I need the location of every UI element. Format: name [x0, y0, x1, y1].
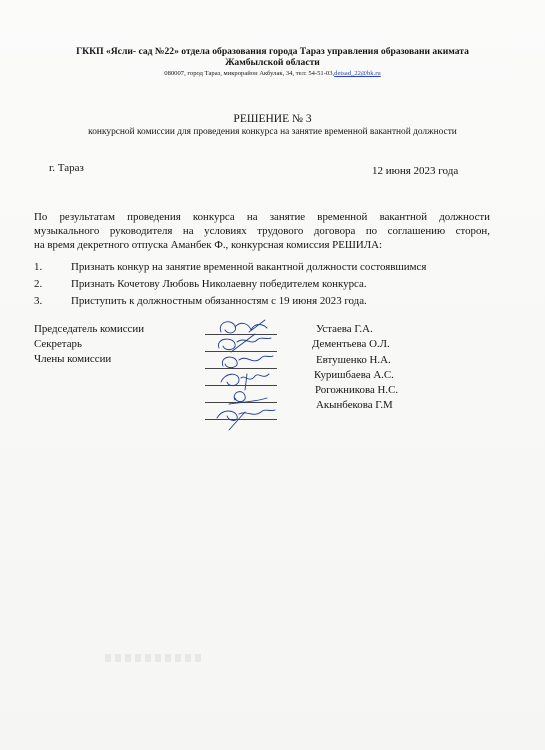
intro-line-2: музыкального руководителя на условиях трудового договора по соглашению сторон, [34, 225, 490, 237]
item-text: Приступить к должностным обязанностям с 19 июня 2023 года. [71, 295, 367, 307]
member-name: Евтушенко Н.А. [316, 353, 391, 366]
item-number: 2. [34, 278, 43, 290]
signature-5 [229, 392, 267, 404]
city: г. Тараз [49, 162, 84, 174]
decision-date: 12 июня 2023 года [372, 165, 459, 177]
letterhead [0, 46, 545, 79]
organization-name-line2: Жамбылской области [225, 57, 320, 68]
commission-names [312, 322, 399, 414]
commission-roles [34, 322, 144, 367]
decision-item [34, 261, 504, 278]
signature-2 [218, 334, 271, 352]
signatures-block [205, 318, 285, 448]
decision-items [34, 261, 504, 312]
item-text: Признать конкур на занятие временной вакантной должности состоявшимся [71, 261, 427, 273]
role-secretary: Секретарь [34, 338, 82, 350]
member-name: Дементьева О.Л. [312, 338, 390, 351]
member-name: Рогожникова Н.С. [315, 384, 399, 397]
intro-line-1: По результатам проведения конкурса на занятие временной вакантной должности [34, 211, 490, 223]
faint-bleed-through [105, 654, 205, 662]
member-name: Устаева Г.А. [316, 323, 373, 335]
role-members: Члены комиссии [34, 353, 112, 365]
signature-4 [221, 374, 269, 390]
member-name: Акынбекова Г.М [316, 399, 393, 412]
item-number: 3. [34, 295, 43, 307]
role-chairman: Председатель комиссии [34, 323, 145, 335]
signature-1 [220, 320, 267, 333]
signature-6 [217, 410, 275, 430]
handwritten-signatures [205, 318, 285, 448]
intro-line-3: на время декретного отпуска Аманбек Ф., конкурсная комиссия РЕШИЛА: [34, 239, 383, 251]
item-number: 1. [34, 261, 43, 273]
decision-item [34, 278, 504, 295]
signature-3 [222, 356, 273, 368]
decision-item [34, 295, 504, 312]
decision-intro [34, 210, 490, 252]
item-text: Признать Кочетову Любовь Николаевну победителем конкурса. [71, 278, 367, 290]
email-link[interactable]: detsad_22@bk.ru [334, 70, 381, 77]
decision-title: РЕШЕНИЕ № 3 [233, 113, 312, 125]
organization-name-line1: ГККП «Ясли- сад №22» отдела образования города Тараз управления образовани акимата [76, 46, 469, 57]
address-text: 080007, город Тараз, микрорайон Акбулак, 34, тел: 54-51-03, [164, 70, 335, 77]
decision-subtitle: конкурсной комиссии для проведения конкурса на занятие временной вакантной должности [88, 127, 457, 137]
member-name: Куришбаева А.С. [314, 368, 394, 381]
organization-address [0, 69, 545, 79]
